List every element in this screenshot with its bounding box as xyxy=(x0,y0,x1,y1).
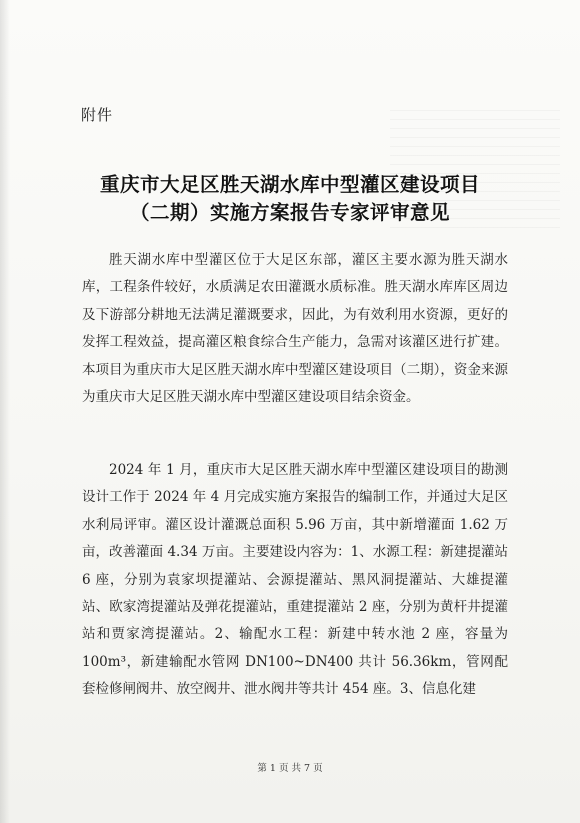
document-title-line-1: 重庆市大足区胜天湖水库中型灌区建设项目 xyxy=(99,173,480,196)
body-paragraph: 胜天湖水库中型灌区位于大足区东部，灌区主要水源为胜天湖水库，工程条件较好，水质满足农田灌溉水质标准。胜天湖水库库区周边及下游部分耕地无法满足灌溉要求，因此，为有效利用水资源，更好的发挥工程效益，提高灌区粮食综合生产能力，急需对该灌区进行扩建。本项目为重庆市大足区胜天湖水库中型灌区建设项目（二期），资金来源为重庆市大足区胜天湖水库中型灌区建设项目结余资金。 xyxy=(82,252,508,406)
attachment-label: 附件 xyxy=(81,106,114,124)
body-paragraph-2-block xyxy=(82,457,508,704)
body-paragraph: 2024 年 1 月，重庆市大足区胜天湖水库中型灌区建设项目的勘测设计工作于 2024 年 4 月完成实施方案报告的编制工作，并通过大足区水利局评审。灌区设计灌溉总面积 5.96 万亩，其中新增灌面 1.62 万亩，改善灌面 4.34 万亩。主要建设内容为：1、水源工程：新建提灌站 6 座，分别为袁家坝提灌站、会源提灌站、黑风洞提灌站、大雄提灌站、欧家湾提灌站及弹花提灌站，重建提灌站 2 座，分别为黄杆井提灌站和贾家湾提灌站。2、输配水工程：新建中转水池 2 座，容量为 100m³，新建输配水管网 DN100~DN400 共计 56.36km，管网配套检修闸阀井、放空阀井、泄水阀井等共计 454 座。3、信息化建 xyxy=(82,462,508,698)
page-number-footer: 第 1 页 共 7 页 xyxy=(257,763,323,774)
document-title-line-2: （二期）实施方案报告专家评审意见 xyxy=(129,201,450,224)
body-paragraph-1-block xyxy=(82,247,508,411)
